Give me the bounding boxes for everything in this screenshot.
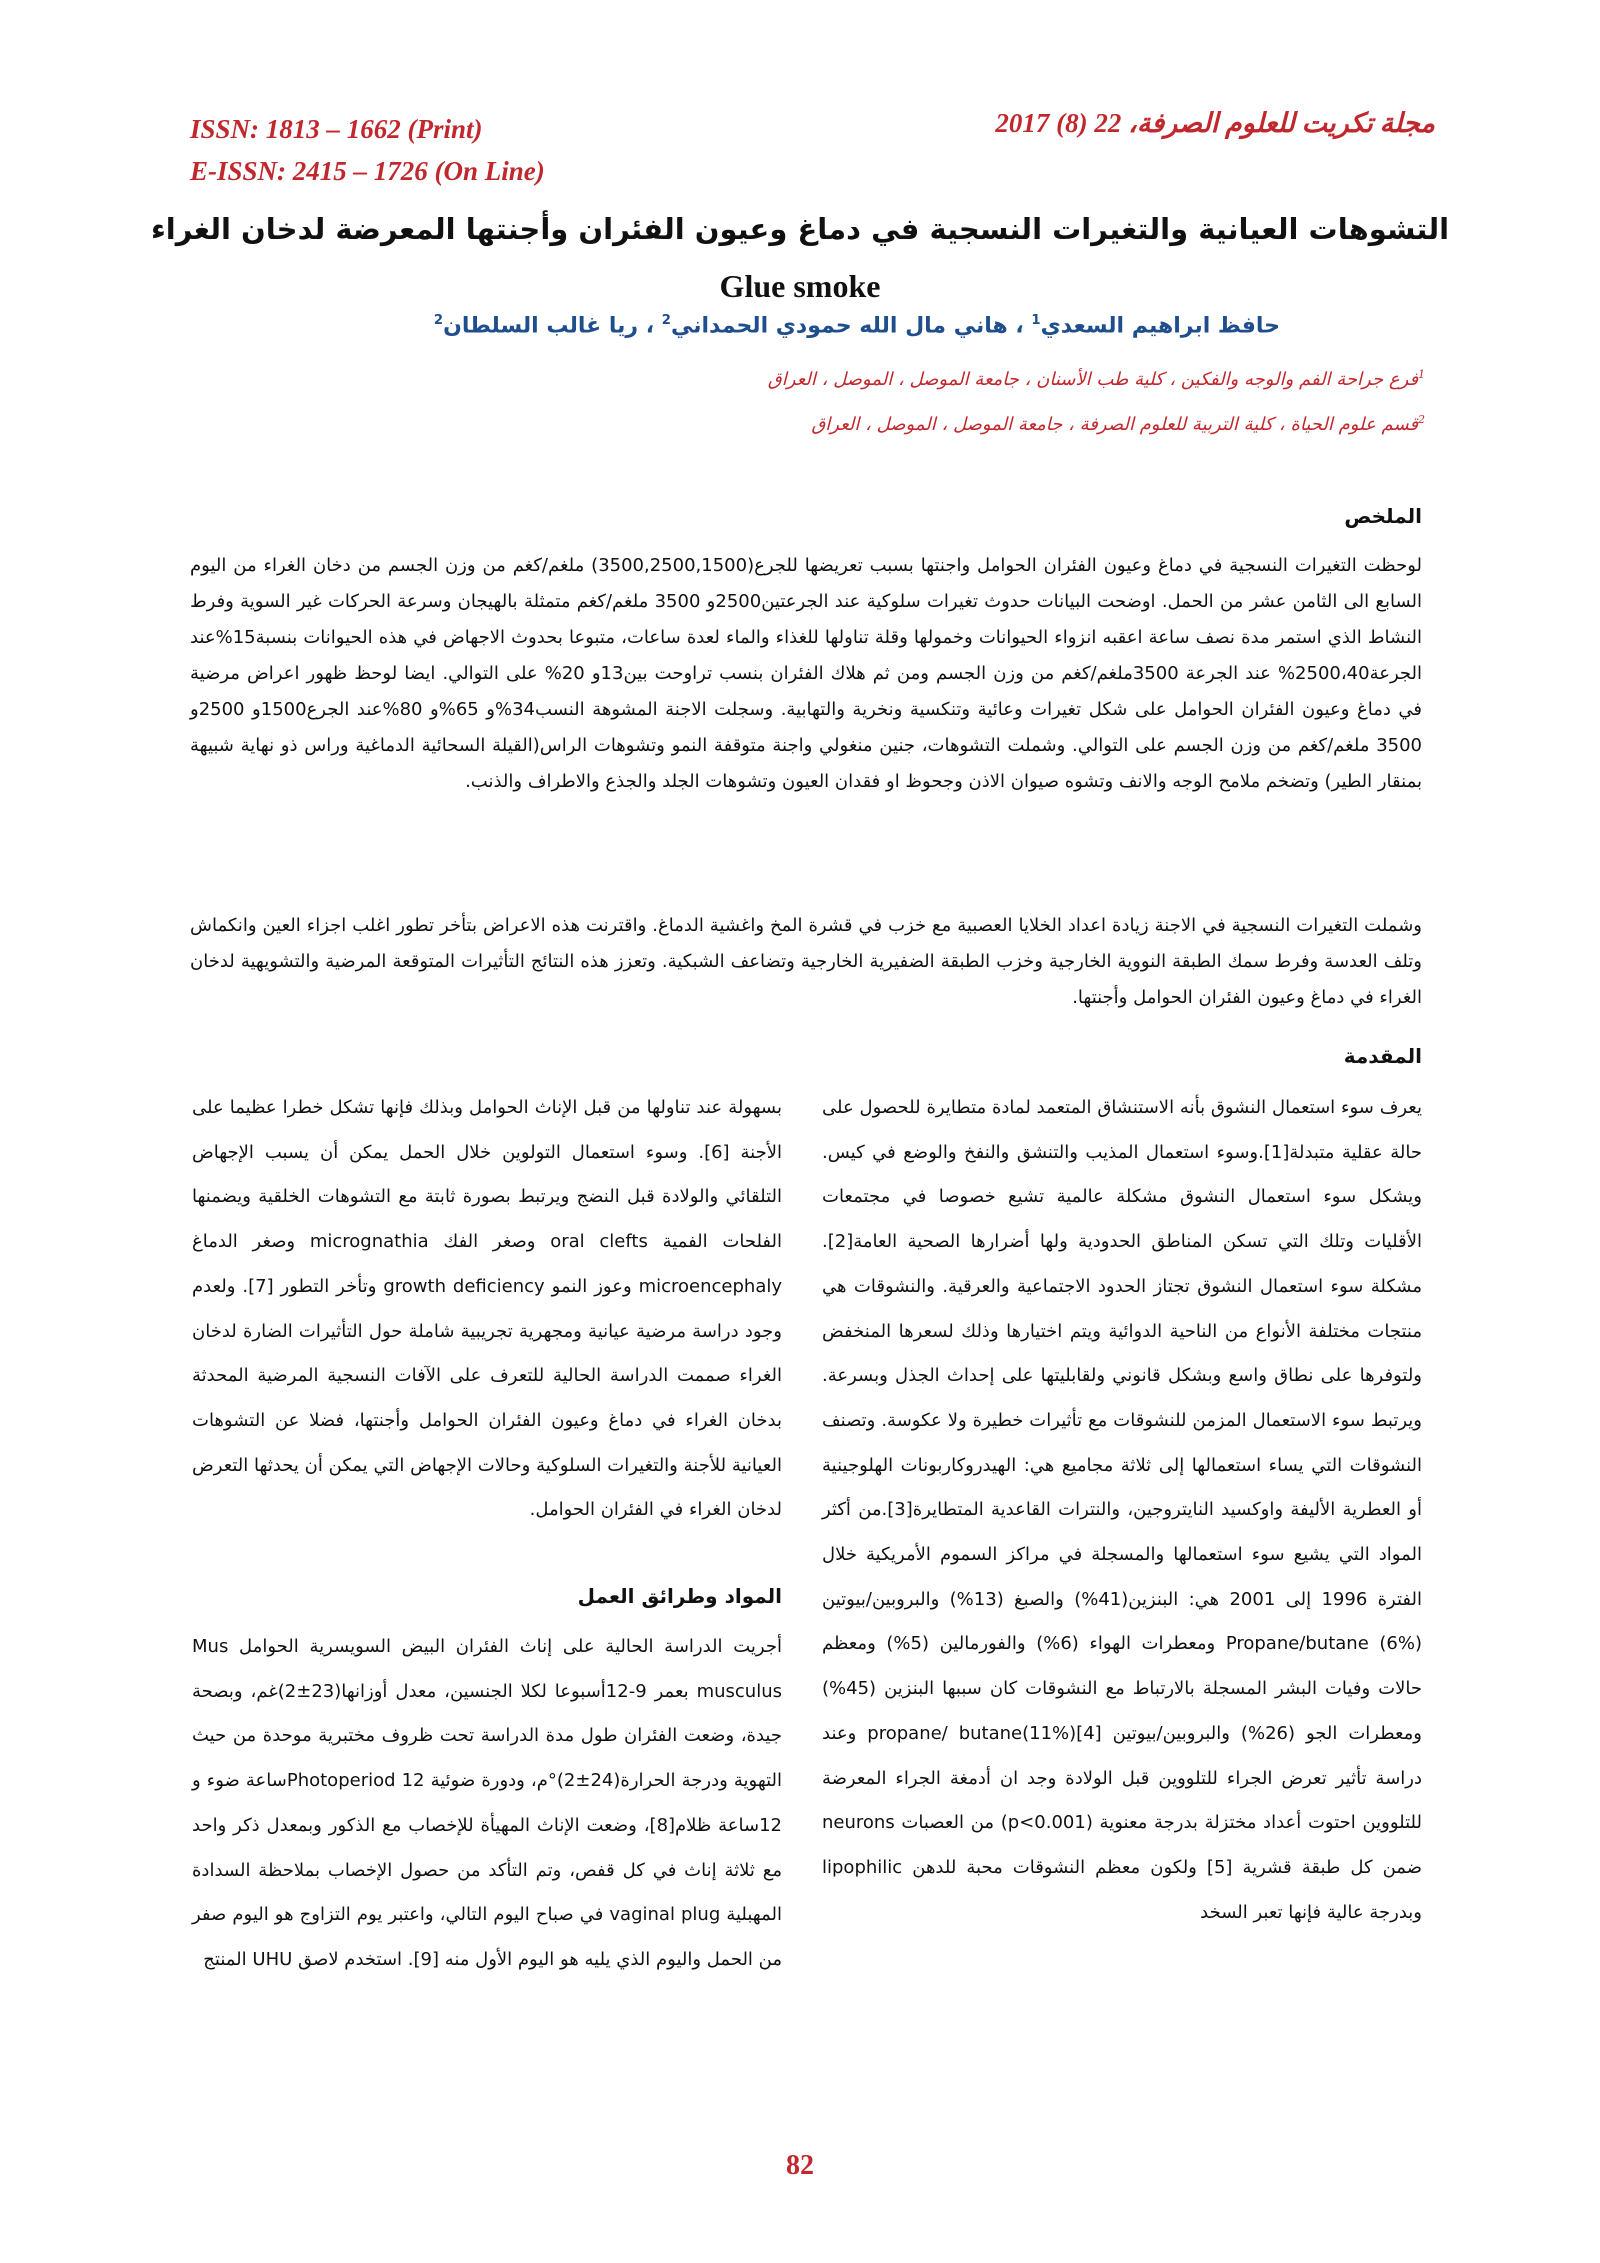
- author-separator: ،: [638, 313, 662, 339]
- issn-block: [190, 108, 545, 192]
- affiliation-2: [811, 413, 1425, 435]
- introduction-heading: المقدمة: [1343, 1044, 1422, 1068]
- journal-citation: مجلة تكريت للعلوم الصرفة، 22 (8) 2017: [995, 108, 1435, 138]
- author-2-affil: 2: [661, 313, 671, 328]
- author-2: هاني مال الله حمودي الحمداني: [670, 313, 1008, 339]
- author-separator: ،: [1007, 313, 1032, 339]
- author-list: [150, 313, 1280, 338]
- author-3: ريا غالب السلطان: [443, 313, 639, 339]
- abstract-heading: الملخص: [1344, 504, 1422, 528]
- methods-heading: المواد وطرائق العمل: [577, 1584, 782, 1608]
- abstract-paragraph-1: لوحظت التغيرات النسجية في دماغ وعيون الفئران الحوامل واجنتها بسبب تعريضها للجرع(3500,2500,1500) ملغم/كغم من وزن الجسم من دخان الغراء من اليوم السابع الى الثامن عشر من الحمل. اوضحت البيانات حدوث تغيرات سلوكية عند الجرعتين2500و 3500 ملغم/كغم متمثلة بالهيجان وسرعة الحركات غير السوية وفرط النشاط الذي استمر مدة نصف ساعة اعقبه انزواء الحيوانات وخمولها وقلة تناولها للغذاء والماء لعدة ساعات، متبوعا بحدوث الاجهاض في هذه الحيوانات بنسبة15%عند الجرعة2500،40% عند الجرعة 3500ملغم/كغم من وزن الجسم ومن ثم هلاك الفئران بنسب تراوحت بين13و 20% على التوالي. ايضا لوحظ ظهور اعراض مرضية في دماغ وعيون الفئران الحوامل على شكل تغيرات وعائية وتنكسية ونخرية والتهابية. وسجلت الاجنة المشوهة النسب34%و 65%و 80%عند الجرع1500و 2500و 3500 ملغم/كغم من وزن الجسم على التوالي. وشملت التشوهات، جنين منغولي واجنة متوقفة النمو وتشوهات الراس(القيلة السحائية الدماغية وراس ذو نهاية شبيهة بمنقار الطير) وتضخم ملامح الوجه والانف وتشوه صيوان الاذن وجحوظ او فقدان العيون وتشوهات الجلد والجذع والاطراف والذنب.: [190, 555, 1423, 792]
- page-number: 82: [786, 2150, 814, 2181]
- article-title-arabic: التشوهات العيانية والتغيرات النسجية في دماغ وعيون الفئران وأجنتها المعرضة لدخان الغراء: [150, 212, 1450, 246]
- affiliation-2-marker: 2: [1418, 413, 1425, 426]
- affiliation-1-marker: 1: [1418, 368, 1425, 381]
- methods-paragraph: أجريت الدراسة الحالية على إناث الفئران البيض السويسرية الحوامل Mus musculus بعمر 9-12أسبوعا لكلا الجنسين، معدل أوزانها(23±2)غم، وبصحة جيدة، وضعت الفئران طول مدة الدراسة تحت ظروف مختبرية موحدة من حيث التهوية ودرجة الحرارة(24±2)°م، ودورة ضوئية Photoperiod 12ساعة ضوء و 12ساعة ظلام[8]، وضعت الإناث المهيأة للإخصاب مع الذكور وبمعدل ذكر واحد مع ثلاثة إناث في كل قفص، وتم التأكد من حصول الإخصاب بملاحظة السدادة المهبلية vaginal plug في صباح اليوم التالي، واعتبر يوم التزاوج هو اليوم صفر من الحمل واليوم الذي يليه هو اليوم الأول منه [9]. استخدم لاصق UHU المنتج: [192, 1636, 783, 1970]
- article-title-english: Glue smoke: [719, 268, 881, 304]
- affiliation-1-text: فرع جراحة الفم والوجه والفكين ، كلية طب الأسنان ، جامعة الموصل ، الموصل ، العراق: [767, 369, 1419, 390]
- issn-online: E-ISSN: 2415 – 1726 (On Line): [190, 156, 545, 186]
- affiliation-1: [768, 368, 1425, 390]
- author-3-affil: 2: [433, 313, 444, 328]
- introduction-right-column: يعرف سوء استعمال النشوق بأنه الاستنشاق المتعمد لمادة متطايرة للحصول على حالة عقلية متبدلة[1].وسوء استعمال المذيب والتنشق والنفخ والوضع في كيس. ويشكل سوء استعمال النشوق مشكلة عالمية تشيع خصوصا في مجتمعات الأقليات وتلك التي تسكن المناطق الحدودية ولها أضرارها الصحية العامة[2]. مشكلة سوء استعمال النشوق تجتاز الحدود الاجتماعية والعرقية. والنشوقات هي منتجات مختلفة الأنواع من الناحية الدوائية ويتم اختيارها وذلك لسعرها المنخفض ولتوفرها على نطاق واسع وبشكل قانوني ولقابليتها على إحداث الجذل وبسرعة. ويرتبط سوء الاستعمال المزمن للنشوقات مع تأثيرات خطيرة ولا عكوسة. وتصنف النشوقات التي يساء استعمالها إلى ثلاثة مجاميع هي: الهيدروكاربونات الهلوجينية أو العطرية الأليفة واوكسيد النايتروجين، والنترات القاعدية المتطايرة[3].من أكثر المواد التي يشيع سوء استعمالها والمسجلة في مراكز السموم الأمريكية خلال الفترة 1996 إلى 2001 هي: البنزين(41%) والصبغ (13%) والبروبين/بيوتين Propane/butane (6%) ومعطرات الهواء (6%) والفورمالين (5%) ومعظم حالات وفيات البشر المسجلة بالارتباط مع النشوقات كان سببها البنزين (45%) ومعطرات الجو (26%) والبروبين/بيوتين propane/ butane(11%)[4] وعند دراسة تأثير تعرض الجراء للتلووين قبل الولادة وجد ان أدمغة الجراء المعرضة للتلووين احتوت أعداد مختزلة بدرجة معنوية (p<0.001) من العصبات neurons ضمن كل طبقة قشرية [5] ولكون معظم النشوقات محبة للدهن lipophilic وبدرجة عالية فإنها تعبر السخد: [822, 1097, 1423, 1923]
- author-1: حافظ ابراهيم السعدي: [1040, 313, 1280, 339]
- affiliation-2-text: قسم علوم الحياة ، كلية التربية للعلوم الصرفة ، جامعة الموصل ، الموصل ، العراق: [811, 414, 1419, 435]
- abstract-paragraph-2: وشملت التغيرات النسجية في الاجنة زيادة اعداد الخلايا العصبية مع خزب في قشرة المخ واغشية الدماغ. واقترنت هذه الاعراض بتأخر تطور اغلب اجزاء العين وانكماش وتلف العدسة وفرط سمك الطبقة النووية الخارجية وخزب الطبقة الضفيرية الخارجية وتضاعف الشبكية. وتعزز هذه النتائج التأثيرات المتوقعة المرضية والتشويهية لدخان الغراء في دماغ وعيون الفئران الحوامل وأجنتها.: [190, 915, 1422, 1008]
- issn-print: ISSN: 1813 – 1662 (Print): [190, 114, 483, 144]
- introduction-left-column: بسهولة عند تناولها من قبل الإناث الحوامل وبذلك فإنها تشكل خطرا عظيما على الأجنة [6]. وسوء استعمال التولوين خلال الحمل يمكن أن يسبب الإجهاض التلقائي والولادة قبل النضج ويرتبط بصورة ثابتة مع التشوهات الخلقية ويضمنها الفلحات الفمية oral clefts وصغر الفك micrognathia وصغر الدماغ microencephaly وعوز النمو growth deficiency وتأخر التطور [7]. ولعدم وجود دراسة مرضية عيانية ومجهرية تجريبية شاملة حول التأثيرات الضارة لدخان الغراء صممت الدراسة الحالية للتعرف على الآفات النسجية المرضية المحدثة بدخان الغراء في دماغ وعيون الفئران الحوامل وأجنتها، فضلا عن التشوهات العيانية للأجنة والتغيرات السلوكية وحالات الإجهاض التي يمكن أن يحدثها التعرض لدخان الغراء في الفئران الحوامل.: [192, 1097, 782, 1521]
- author-1-affil: 1: [1031, 313, 1041, 328]
